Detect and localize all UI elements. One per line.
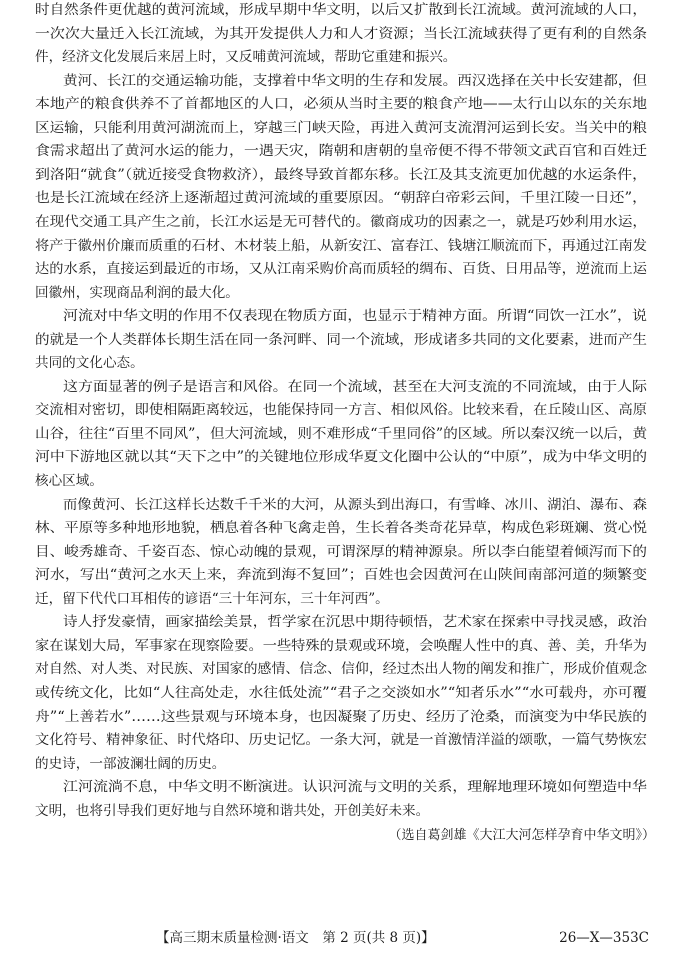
text-line: 共同的文化心态。 <box>35 355 144 372</box>
text-line: 山谷，往往“百里不同风”，但大河流域，则不难形成“千里同俗”的区域。所以秦汉统一以后，黄 <box>35 425 648 442</box>
text-line: 对自然、对人类、对民族、对国家的感情、信念、信仰，经过杰出人物的阐发和推广，形成价值观念 <box>35 661 647 678</box>
text-line: 诗人抒发豪情，画家描绘美景，哲学家在沉思中期待顿悟，艺术家在探索中寻找灵感，政治 <box>63 614 647 631</box>
text-line: 在现代交通工具产生之前，长江水运是无可替代的。徽商成功的因素之一，就是巧妙利用水运， <box>35 213 647 230</box>
article-source: （选自葛剑雄《大江大河怎样孕育中华文明》） <box>388 828 655 844</box>
text-line: 达的水系，直接运到最近的市场，又从江南采购价高而质轻的绸布、百货、日用品等，逆流而上运 <box>35 261 647 278</box>
text-line: 核心区域。 <box>35 473 103 489</box>
text-line: 本地产的粮食供养不了首都地区的人口，必须从当时主要的粮食产地——太行山以东的关东地 <box>35 96 647 113</box>
text-line: 交流相对密切，即使相隔距离较远，也能保持同一方言、相似风俗。比较来看，在丘陵山区、高原 <box>35 402 647 419</box>
page-footer <box>0 928 677 950</box>
footer-exam-title: 【高三期末质量检测·语文 第 2 页(共 8 页)】 <box>156 930 435 946</box>
text-line: 家在谋划大局，军事家在现察险要。一些特殊的景观或环境，会唤醒人性中的真、善、美，升华为 <box>35 637 647 654</box>
text-line: 林、平原等多种地形地貌，栖息着各种飞禽走兽，生长着各类奇花异草，构成色彩斑斓、赏心悦 <box>35 520 647 537</box>
text-line: 件，经济文化发展后来居上时，又反哺黄河流域，帮助它重建和振兴。 <box>35 49 457 66</box>
text-line: 将产于徽州价廉而质重的石材、木材装上船，从新安江、富春江、钱塘江顺流而下，再通过江南发 <box>35 237 647 254</box>
text-line: 的就是一个人类群体长期生活在同一条河畔、同一个流域，形成诸多共同的文化要素，进而产生 <box>35 331 647 348</box>
text-line: 迁，留下代代口耳相传的谚语“三十年河东，三十年河西”。 <box>35 590 389 607</box>
text-line: 文明，也将引导我们更好地与自然环境和谐共处，开创美好未来。 <box>35 802 430 819</box>
text-line: 食需求超出了黄河水运的能力，一遇天灾，隋朝和唐朝的皇帝便不得不带领文武百官和百姓迁 <box>35 143 647 160</box>
text-line: 河水，写出“黄河之水天上来，奔流到海不复回”；百姓也会因黄河在山陕间南部河道的频繁变 <box>35 567 647 584</box>
text-line: 而像黄河、长江这样长达数千千米的大河，从源头到出海口，有雪峰、冰川、湖泊、瀑布、森 <box>63 496 648 513</box>
footer-exam-code: 26—X—353C <box>559 930 649 946</box>
text-line: 也是长江流域在经济上逐渐超过黄河流域的重要原因。“朝辞白帝彩云间，千里江陵一日还”， <box>35 190 647 207</box>
text-line: 这方面显著的例子是语言和风俗。在同一个流域，甚至在大河支流的不同流域，由于人际 <box>63 378 647 395</box>
text-line: 时自然条件更优越的黄河流域，形成早期中华文明，以后又扩散到长江流域。黄河流域的人口， <box>35 2 647 18</box>
text-line: 江河流淌不息，中华文明不断演进。认识河流与文明的关系，理解地理环境如何塑造中华 <box>63 779 647 796</box>
text-line: 到洛阳“就食”（就近接受食物救济），最终导致首都东移。长江及其支流更加优越的水运条件， <box>35 166 647 183</box>
text-line: 区运输，只能利用黄河湖流而上，穿越三门峡天险，再进入黄河支流渭河运到长安。当关中的粮 <box>35 119 647 136</box>
text-line: 文化符号、精神象征、时代烙印、历史记忆。一条大河，就是一首激情洋溢的颂歌，一篇气势恢宏 <box>35 732 647 749</box>
text-line: 一次次大量迁入长江流域，为其开发提供人力和人才资源；当长江流域获得了更有利的自然条 <box>35 25 647 42</box>
text-line: 回徽州，实现商品利润的最大化。 <box>35 284 239 301</box>
text-line: 舟”“上善若水”……这些景观与环境本身，也因凝聚了历史、经历了沧桑，而演变为中华民族的 <box>35 708 647 725</box>
text-line: 河中下游地区就以其“天下之中”的关键地位形成华夏文化圈中公认的“中原”，成为中华文明的 <box>35 449 647 466</box>
text-line: 的史诗，一部波澜壮阔的历史。 <box>35 755 226 772</box>
text-line: 黄河、长江的交通运输功能，支撑着中华文明的生存和发展。西汉选择在关中长安建都，但 <box>63 72 647 89</box>
text-line: 河流对中华文明的作用不仅表现在物质方面，也显示于精神方面。所谓“同饮一江水”，说 <box>63 308 648 325</box>
text-line: 或传统文化，比如“人往高处走，水往低处流”“君子之交淡如水”“知者乐水”“水可载舟，亦可覆 <box>35 684 647 701</box>
text-line: 目、峻秀雄奇、千姿百态、惊心动魄的景观，可谓深厚的精神源泉。所以李白能望着倾泻而下的 <box>35 543 647 560</box>
